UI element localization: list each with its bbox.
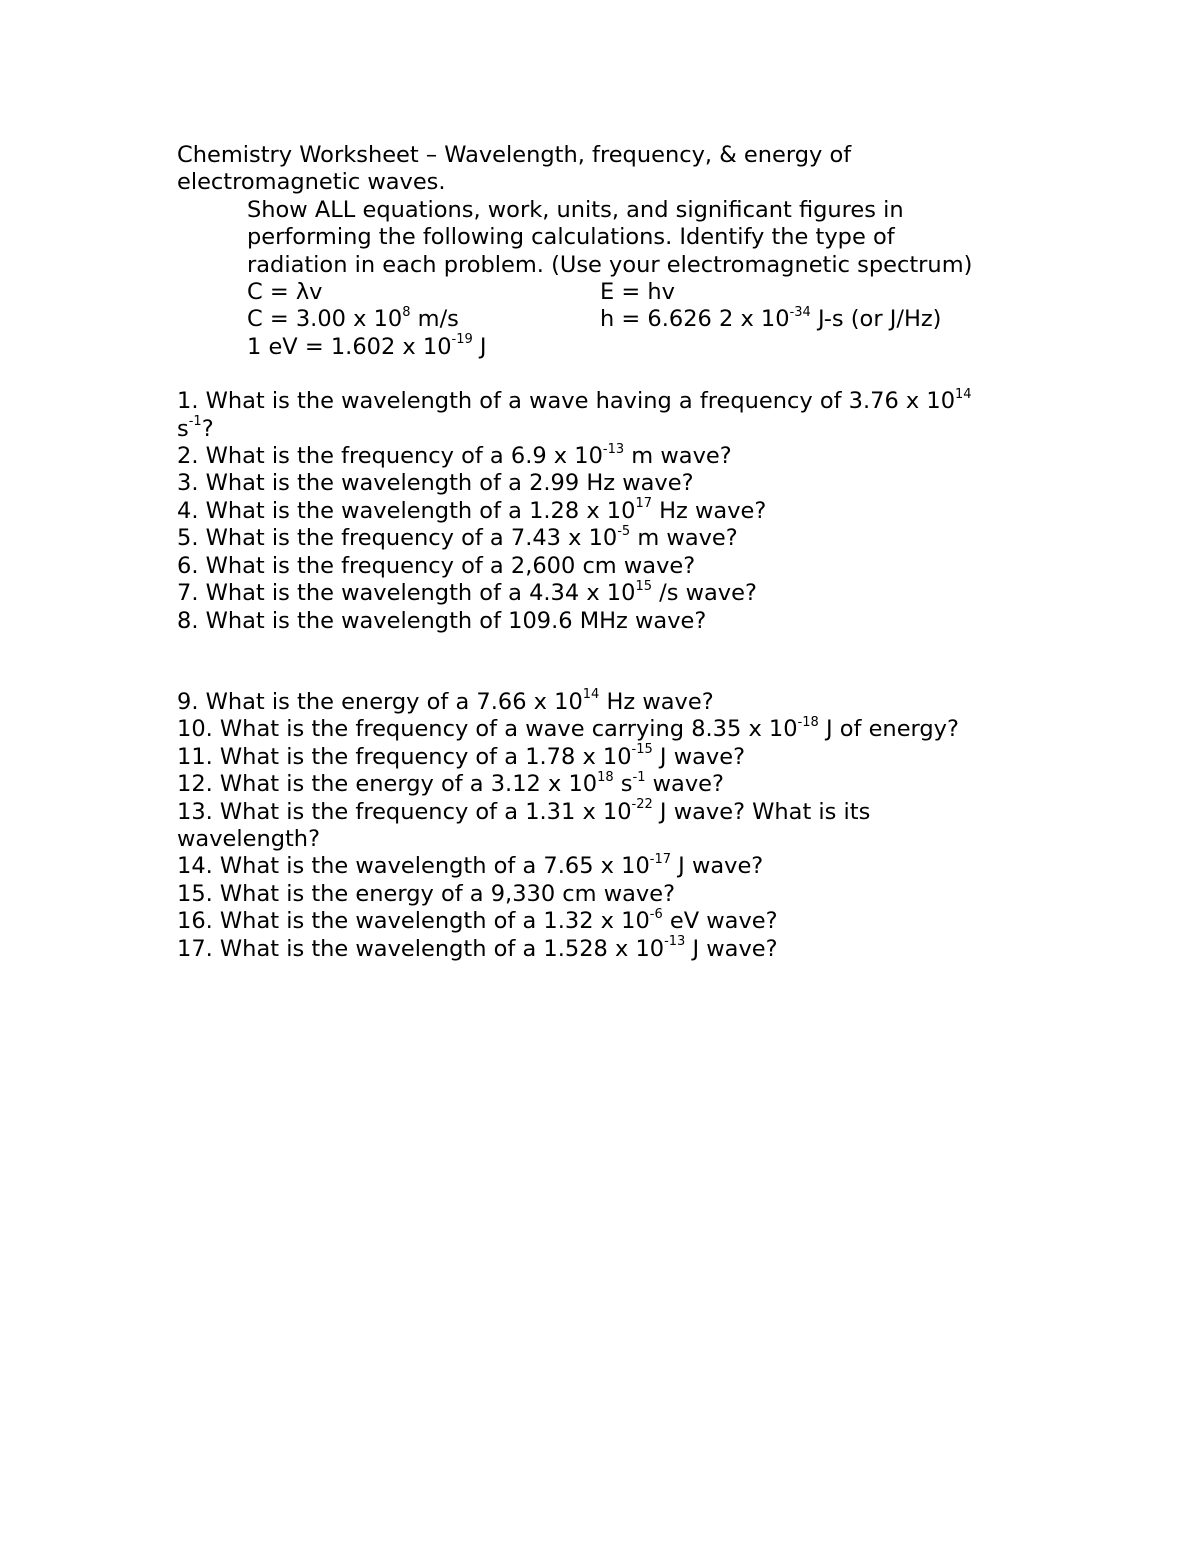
- question-9: 9. What is the energy of a 7.66 x $10^{14}$ Hz wave?: [177, 687, 714, 715]
- instructions-line: performing the following calculations. Identify the type of: [247, 224, 895, 251]
- worksheet-title: Chemistry Worksheet – Wavelength, frequency, & energy of: [177, 142, 852, 168]
- question-6: 6. What is the frequency of a 2,600 cm wave?: [177, 552, 696, 579]
- question-12: 12. What is the energy of a 3.12 x $10^{18}$ $s^{-1}$ wave?: [177, 769, 724, 798]
- worksheet-content: [177, 142, 1037, 963]
- question-13: 13. What is the frequency of a 1.31 x $10^{-22}$ J wave? What is its: [177, 797, 871, 825]
- question-17: 17. What is the wavelength of a 1.528 x $10^{-13}$ J wave?: [177, 934, 778, 962]
- equation-row: [177, 279, 1037, 306]
- question-3: 3. What is the wavelength of a 2.99 Hz wave?: [177, 470, 694, 497]
- question-2: 2. What is the frequency of a 6.9 x $10^{-13}$ m wave?: [177, 441, 732, 470]
- question-14: 14. What is the wavelength of a 7.65 x $10^{-17}$ J wave?: [177, 851, 764, 880]
- instructions-line: Show ALL equations, work, units, and significant figures in: [247, 196, 904, 223]
- question-11: 11. What is the frequency of a 1.78 x $10^{-15}$ J wave?: [177, 742, 746, 770]
- worksheet-title-continued: electromagnetic waves.: [177, 169, 446, 196]
- question-8: 8. What is the wavelength of 109.6 MHz wave?: [177, 607, 707, 634]
- question-4: 4. What is the wavelength of a 1.28 x $10^{17}$ Hz wave?: [177, 496, 767, 524]
- equation-energy: E = hv: [600, 279, 675, 306]
- question-16: 16. What is the wavelength of a 1.32 x $10^{-6}$ eV wave?: [177, 906, 778, 935]
- constant-c: C = 3.00 x $10^8$ m/s: [247, 304, 459, 333]
- constant-ev: 1 eV = 1.602 x $10^{-19}$ J: [247, 332, 487, 360]
- equation-speed-of-light: C = λv: [247, 279, 323, 306]
- question-10: 10. What is the frequency of a wave carrying 8.35 x $10^{-18}$ J of energy?: [177, 714, 959, 743]
- question-1: 1. What is the wavelength of a wave having a frequency of 3.76 x $10^{14}$: [177, 386, 972, 415]
- constant-h: h = 6.626 2 x $10^{-34}$ J-s (or J/Hz): [600, 304, 942, 333]
- instructions-line: radiation in each problem. (Use your electromagnetic spectrum): [247, 251, 973, 278]
- question-7: 7. What is the wavelength of a 4.34 x $10^{15}$ /s wave?: [177, 578, 757, 607]
- question-15: 15. What is the energy of a 9,330 cm wave?: [177, 880, 676, 907]
- question-5: 5. What is the frequency of a 7.43 x $10^{-5}$ m wave?: [177, 523, 738, 552]
- question-1-continued: $s^{-1}$?: [177, 414, 214, 442]
- equation-row: [177, 306, 1037, 333]
- question-13-continued: wavelength?: [177, 825, 321, 852]
